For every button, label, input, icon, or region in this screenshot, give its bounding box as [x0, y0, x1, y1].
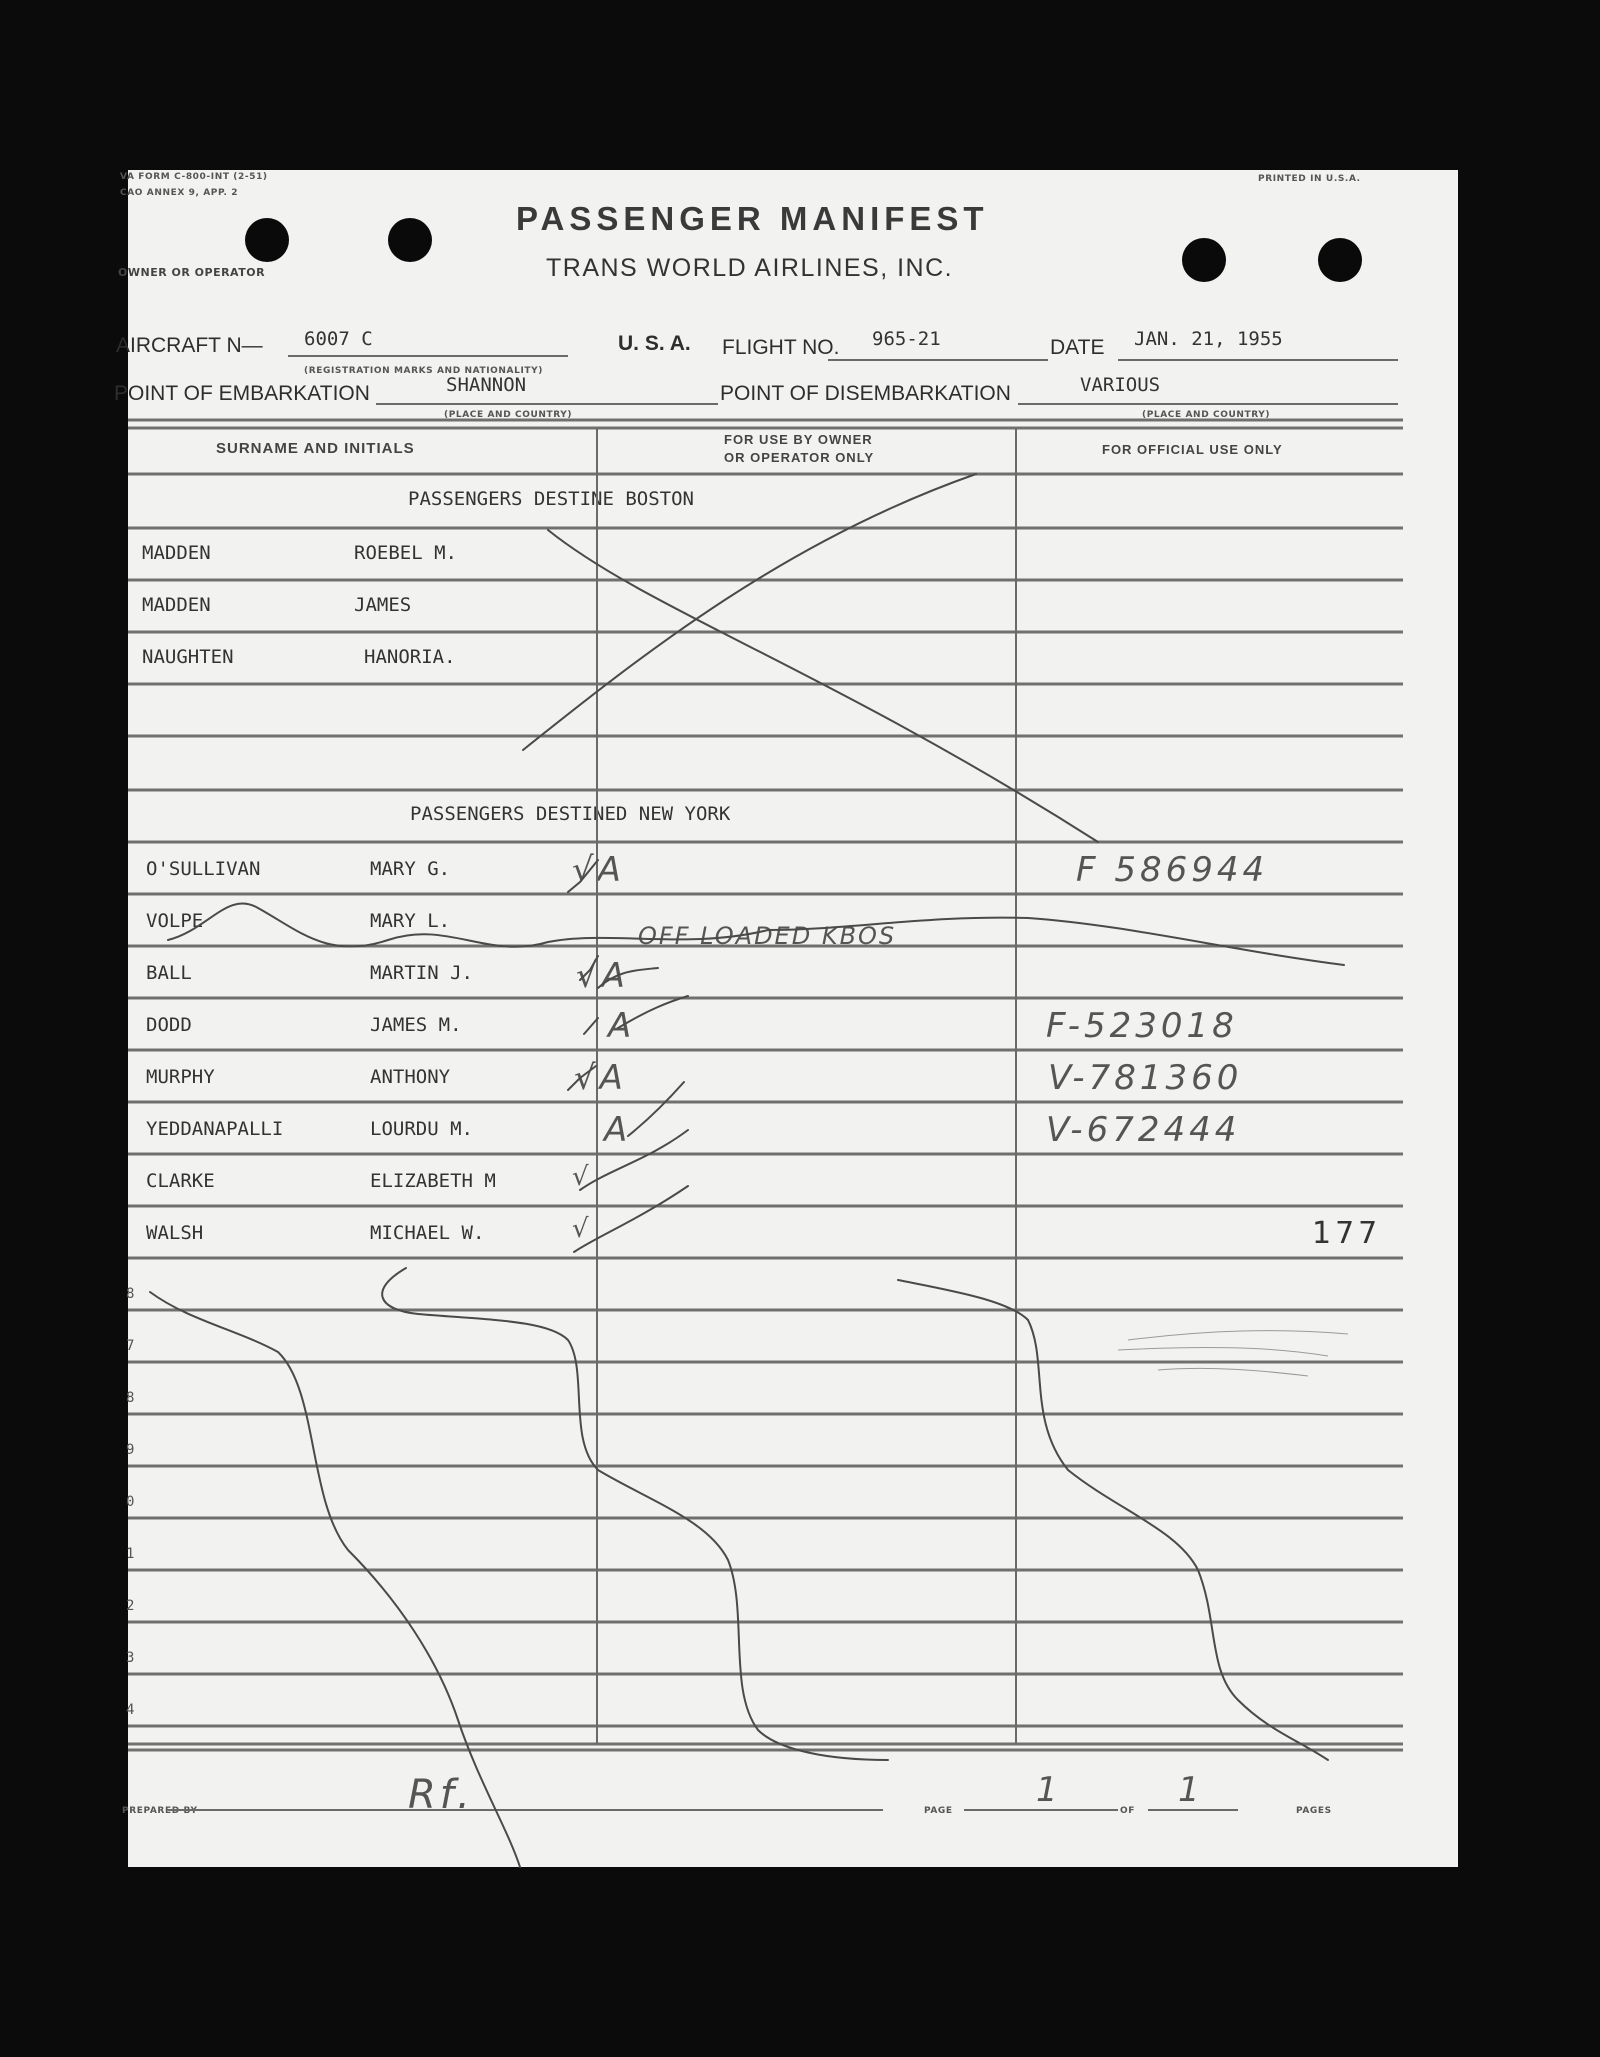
- flight-label: FLIGHT NO.: [722, 336, 840, 359]
- embark-label: POINT OF EMBARKATION: [114, 382, 370, 405]
- official-number: F-523018: [1046, 1006, 1238, 1046]
- airline-name: TRANS WORLD AIRLINES, INC.: [546, 254, 954, 282]
- form-lines-layer: [128, 170, 1458, 1867]
- row-number: 4: [126, 1702, 135, 1718]
- passenger-given: MICHAEL W.: [370, 1222, 485, 1244]
- passenger-surname: CLARKE: [146, 1170, 215, 1192]
- passenger-given: ANTHONY: [370, 1066, 451, 1088]
- operator-mark: √A: [576, 956, 629, 996]
- operator-mark: √: [572, 1214, 593, 1244]
- col-surname-header: SURNAME AND INITIALS: [216, 440, 415, 457]
- passenger-given: ELIZABETH M: [370, 1170, 496, 1192]
- passenger-surname: MADDEN: [142, 594, 211, 616]
- row-number: 0: [126, 1494, 135, 1510]
- registration-caption: (REGISTRATION MARKS AND NATIONALITY): [304, 366, 543, 376]
- printed-note: PRINTED IN U.S.A.: [1258, 174, 1361, 184]
- usa-label: U. S. A.: [618, 332, 691, 355]
- row-number: 8: [126, 1390, 135, 1406]
- row-number: 3: [126, 1650, 135, 1666]
- col-owner-header-2: OR OPERATOR ONLY: [724, 450, 875, 465]
- form-annex: CAO ANNEX 9, APP. 2: [120, 188, 239, 198]
- official-number: V-781360: [1048, 1058, 1243, 1098]
- operator-mark: √A: [574, 1058, 627, 1098]
- passenger-given: MARY L.: [370, 910, 451, 932]
- page-label: PAGE: [924, 1806, 953, 1816]
- date-label: DATE: [1050, 336, 1105, 359]
- passenger-given: MARY G.: [370, 858, 451, 880]
- row-number: 1: [126, 1546, 135, 1562]
- row-number: 9: [126, 1442, 135, 1458]
- passenger-surname: VOLPE: [146, 910, 204, 932]
- passenger-given: ROEBEL M.: [354, 542, 457, 564]
- passenger-surname: DODD: [146, 1014, 192, 1036]
- page-total: 1: [1178, 1770, 1204, 1810]
- owner-label: OWNER OR OPERATOR: [118, 266, 266, 279]
- table-column-rules: [597, 428, 1016, 1744]
- operator-mark: √A: [572, 850, 625, 890]
- passenger-given: HANORIA.: [364, 646, 456, 668]
- passenger-surname: WALSH: [146, 1222, 204, 1244]
- operator-mark: A: [604, 1110, 632, 1150]
- operator-mark: √: [572, 1162, 593, 1192]
- official-number: 177: [1312, 1216, 1382, 1251]
- official-number: V-672444: [1046, 1110, 1241, 1150]
- pages-label: PAGES: [1296, 1806, 1332, 1816]
- operator-mark: A: [608, 1006, 636, 1046]
- official-number: F 586944: [1076, 850, 1269, 890]
- prepared-by-signature: Rf.: [408, 1772, 474, 1818]
- manifest-document: [114, 170, 1458, 1867]
- page-number: 1: [1036, 1770, 1062, 1810]
- row-number: 8: [126, 1286, 135, 1302]
- smudge-marks: [1118, 1331, 1348, 1376]
- disembark-value: VARIOUS: [1080, 374, 1161, 396]
- section-new-york: PASSENGERS DESTINED NEW YORK: [410, 803, 731, 825]
- aircraft-label: AIRCRAFT N—: [116, 334, 263, 357]
- prepared-by-label: PREPARED BY: [122, 1806, 198, 1816]
- disembark-caption: (PLACE AND COUNTRY): [1142, 410, 1271, 420]
- section-boston: PASSENGERS DESTINE BOSTON: [408, 488, 694, 510]
- operator-mark: OFF LOADED KBOS: [638, 922, 897, 950]
- passenger-surname: MURPHY: [146, 1066, 215, 1088]
- date-value: JAN. 21, 1955: [1134, 328, 1283, 350]
- passenger-surname: BALL: [146, 962, 192, 984]
- table-row-rules: [128, 420, 1403, 1750]
- page-title: PASSENGER MANIFEST: [516, 200, 989, 237]
- of-label: OF: [1120, 1806, 1135, 1816]
- col-owner-header-1: FOR USE BY OWNER: [724, 432, 873, 447]
- passenger-given: MARTIN J.: [370, 962, 473, 984]
- row-number: 7: [126, 1338, 135, 1354]
- passenger-surname: YEDDANAPALLI: [146, 1118, 284, 1140]
- passenger-given: JAMES: [354, 594, 412, 616]
- passenger-surname: MADDEN: [142, 542, 211, 564]
- embark-caption: (PLACE AND COUNTRY): [444, 410, 573, 420]
- embark-value: SHANNON: [446, 374, 527, 396]
- passenger-surname: NAUGHTEN: [142, 646, 234, 668]
- flight-value: 965-21: [872, 328, 941, 350]
- passenger-given: LOURDU M.: [370, 1118, 473, 1140]
- passenger-surname: O'SULLIVAN: [146, 858, 261, 880]
- form-number: VA FORM C-800-INT (2-51): [120, 172, 268, 182]
- aircraft-value: 6007 C: [304, 328, 373, 350]
- passenger-given: JAMES M.: [370, 1014, 462, 1036]
- col-official-header: FOR OFFICIAL USE ONLY: [1102, 442, 1283, 457]
- disembark-label: POINT OF DISEMBARKATION: [720, 382, 1011, 405]
- header-underlines: [168, 356, 1398, 1810]
- row-number: 2: [126, 1598, 135, 1614]
